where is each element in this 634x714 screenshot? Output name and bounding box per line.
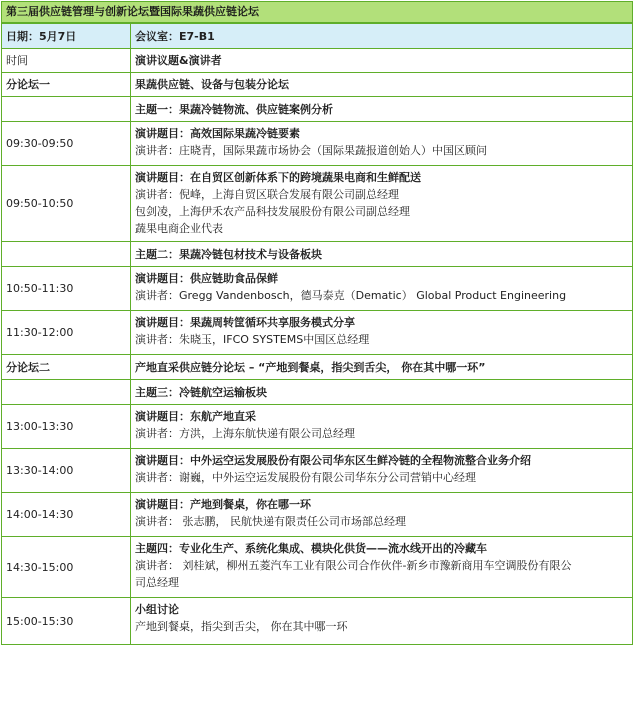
speaker-line: 蔬果电商企业代表: [135, 222, 223, 235]
session-title: 果蔬供应链、设备与包装分论坛: [135, 78, 289, 91]
content-cell: [131, 380, 633, 405]
agenda-row: [2, 73, 633, 97]
agenda-row: [2, 122, 633, 166]
session-title: 主题三：冷链航空运输板块: [135, 385, 267, 399]
agenda-row: [2, 598, 633, 645]
content-cell: [131, 449, 633, 493]
date-cell: 日期：5月7日: [2, 24, 131, 49]
session-title: 演讲题目：高效国际果蔬冷链要素: [135, 127, 300, 140]
agenda-body: [2, 24, 633, 645]
agenda-row: [2, 355, 633, 380]
session-title: 演讲议题&演讲者: [135, 54, 222, 67]
speaker-line: 演讲者：方洪，上海东航快递有限公司总经理: [135, 427, 355, 440]
agenda-row: [2, 449, 633, 493]
speaker-line: 演讲者： 刘桂斌，柳州五菱汽车工业有限公司合作伙伴-新乡市豫新商用车空调股份有限公: [135, 559, 572, 572]
time-cell: 09:30-09:50: [2, 122, 131, 166]
agenda-row: [2, 405, 633, 449]
speaker-line: 司总经理: [135, 576, 179, 589]
session-title: 演讲题目：东航产地直采: [135, 410, 256, 423]
content-cell: [131, 49, 633, 73]
session-title: 小组讨论: [135, 603, 179, 616]
agenda-row: [2, 380, 633, 405]
session-title: 演讲题目：供应链助食品保鲜: [135, 272, 278, 285]
time-cell: 分论坛一: [2, 73, 131, 97]
session-title: 演讲题目：中外运空运发展股份有限公司华东区生鲜冷链的全程物流整合业务介绍: [135, 454, 531, 467]
content-cell: [131, 267, 633, 311]
session-title: 主题二：果蔬冷链包材技术与设备板块: [135, 247, 322, 261]
content-cell: [131, 73, 633, 97]
speaker-line: 产地到餐桌，指尖到舌尖， 你在其中哪一环: [135, 620, 348, 633]
session-title: 主题一：果蔬冷链物流、供应链案例分析: [135, 102, 333, 116]
content-cell: [131, 311, 633, 355]
agenda-row: [2, 242, 633, 267]
time-cell: [2, 242, 131, 267]
time-cell: 10:50-11:30: [2, 267, 131, 311]
session-title: 演讲题目：果蔬周转筐循环共享服务模式分享: [135, 316, 355, 329]
time-cell: 13:00-13:30: [2, 405, 131, 449]
speaker-line: 演讲者：庄晓青，国际果蔬市场协会（国际果蔬报道创始人）中国区顾问: [135, 144, 487, 157]
content-cell: [131, 166, 633, 242]
session-title: 演讲题目：产地到餐桌，你在哪一环: [135, 498, 311, 511]
time-cell: 13:30-14:00: [2, 449, 131, 493]
content-cell: [131, 242, 633, 267]
agenda-row: [2, 493, 633, 537]
speaker-line: 演讲者：Gregg Vandenbosch，德马泰克（Dematic） Global Product Engineering: [135, 289, 567, 302]
time-cell: [2, 380, 131, 405]
time-cell: 14:00-14:30: [2, 493, 131, 537]
time-cell: [2, 97, 131, 122]
content-cell: [131, 493, 633, 537]
content-cell: [131, 122, 633, 166]
agenda-row: [2, 311, 633, 355]
speaker-line: 演讲者：谢巍，中外运空运发展股份有限公司华东分公司营销中心经理: [135, 471, 476, 484]
content-cell: [131, 97, 633, 122]
speaker-line: 演讲者：朱晓玉，IFCO SYSTEMS中国区总经理: [135, 333, 370, 346]
content-cell: [131, 598, 633, 645]
speaker-line: 演讲者：倪峰，上海自贸区联合发展有限公司副总经理: [135, 188, 399, 201]
speaker-line: 包剑凌，上海伊禾农产品科技发展股份有限公司副总经理: [135, 205, 410, 218]
agenda-row: [2, 49, 633, 73]
agenda-row: [2, 267, 633, 311]
header-row: [2, 24, 633, 49]
speaker-line: 演讲者： 张志鹏， 民航快递有限责任公司市场部总经理: [135, 515, 406, 528]
session-title: 主题四：专业化生产、系统化集成、模块化供货——流水线开出的冷藏车: [135, 542, 487, 555]
room-cell: 会议室：E7-B1: [131, 24, 633, 49]
time-cell: 时间: [2, 49, 131, 73]
agenda-title: 第三届供应链管理与创新论坛暨国际果蔬供应链论坛: [1, 1, 633, 23]
session-title: 产地直采供应链分论坛 – “产地到餐桌，指尖到舌尖， 你在其中哪一环”: [135, 360, 486, 374]
agenda-row: [2, 166, 633, 242]
content-cell: [131, 537, 633, 598]
agenda-row: [2, 537, 633, 598]
time-cell: 09:50-10:50: [2, 166, 131, 242]
content-cell: [131, 405, 633, 449]
agenda-table: [1, 23, 633, 645]
time-cell: 15:00-15:30: [2, 598, 131, 645]
content-cell: [131, 355, 633, 380]
time-cell: 11:30-12:00: [2, 311, 131, 355]
session-title: 演讲题目：在自贸区创新体系下的跨境蔬果电商和生鲜配送: [135, 171, 421, 184]
agenda-document: [1, 1, 633, 712]
time-cell: 分论坛二: [2, 355, 131, 380]
time-cell: 14:30-15:00: [2, 537, 131, 598]
agenda-row: [2, 97, 633, 122]
